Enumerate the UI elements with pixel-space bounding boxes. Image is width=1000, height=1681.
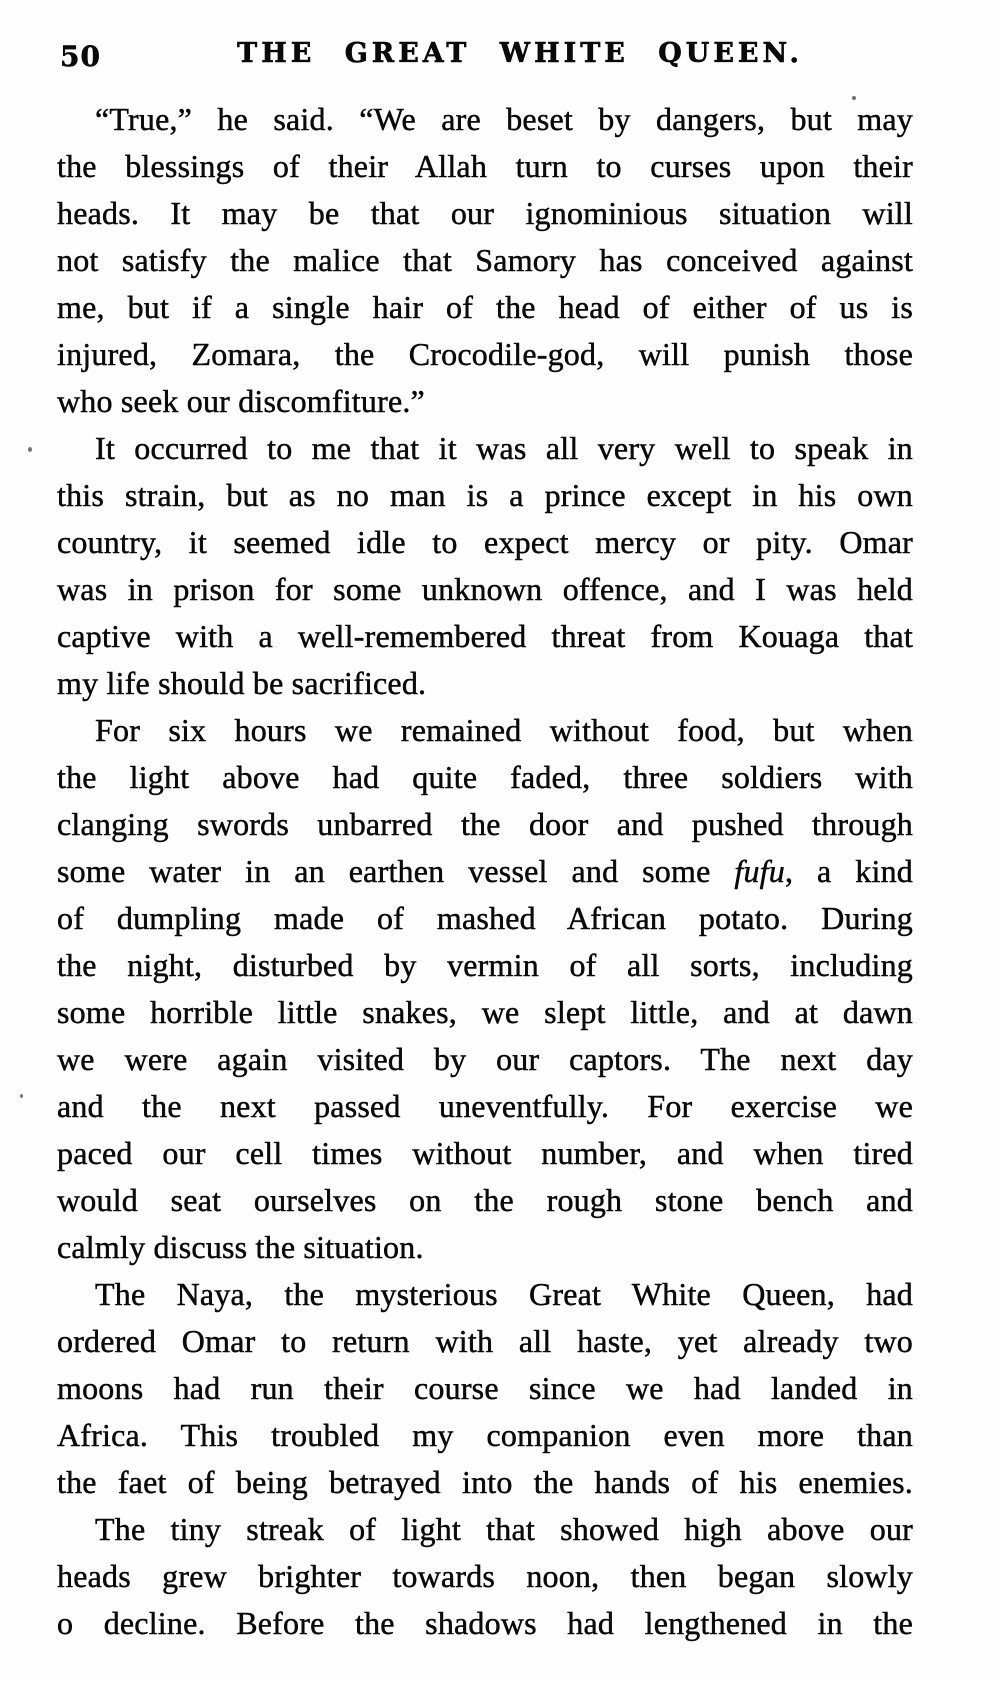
text-line: not satisfy the malice that Samory has conceived against (57, 242, 913, 278)
text-line: the blessings of their Allah turn to curses upon their (57, 148, 913, 184)
text-line: some horrible little snakes, we slept little, and at dawn (57, 994, 913, 1030)
text-line: me, but if a single hair of the head of either of us is (57, 289, 913, 325)
text-line: o decline. Before the shadows had lengthened in the (57, 1605, 913, 1641)
text-line: “True,” he said. “We are beset by dangers, but may (95, 101, 913, 137)
text-line: the light above had quite faded, three soldiers with (57, 759, 913, 795)
text-line: would seat ourselves on the rough stone bench and (57, 1182, 913, 1218)
text-line: country, it seemed idle to expect mercy or pity. Omar (57, 524, 913, 560)
text-line: of dumpling made of mashed African potato. During (57, 900, 913, 936)
text-line: some water in an earthen vessel and some fufu, a kind (57, 853, 913, 889)
text-line: calmly discuss the situation. (57, 1229, 424, 1265)
text-line: we were again visited by our captors. The next day (57, 1041, 913, 1077)
text-line: captive with a well-remembered threat from Kouaga that (57, 618, 913, 654)
text-line: paced our cell times without number, and when tired (57, 1135, 913, 1171)
scan-speck (852, 96, 856, 100)
text-line: was in prison for some unknown offence, and I was held (57, 571, 913, 607)
text-line: the night, disturbed by vermin of all sorts, including (57, 947, 913, 983)
text-line: Africa. This troubled my companion even more than (57, 1417, 913, 1453)
running-head (0, 36, 1000, 76)
text-line: moons had run their course since we had landed in (57, 1370, 913, 1406)
scan-speck (28, 447, 32, 452)
text-line: For six hours we remained without food, but when (95, 712, 913, 748)
text-line: clanging swords unbarred the door and pushed through (57, 806, 913, 842)
text-line: heads grew brighter towards noon, then began slowly (57, 1558, 913, 1594)
text-line: The tiny streak of light that showed high above our (95, 1511, 913, 1547)
page-number: 50 (60, 40, 101, 73)
scan-speck (20, 1094, 23, 1098)
text-line: who seek our discomfiture.” (57, 383, 425, 419)
text-line: this strain, but as no man is a prince except in his own (57, 477, 913, 513)
text-line: heads. It may be that our ignominious situation will (57, 195, 913, 231)
running-title: THE GREAT WHITE QUEEN. (237, 38, 803, 69)
text-line: my life should be sacrificed. (57, 665, 427, 701)
text-line: ordered Omar to return with all haste, yet already two (57, 1323, 913, 1359)
text-line: and the next passed uneventfully. For exercise we (57, 1088, 913, 1124)
text-line: The Naya, the mysterious Great White Queen, had (95, 1276, 913, 1312)
text-block (57, 96, 913, 1647)
text-line: injured, Zomara, the Crocodile-god, will punish those (57, 336, 913, 372)
text-line: the faet of being betrayed into the hands of his enemies. (57, 1464, 913, 1500)
text-line: It occurred to me that it was all very well to speak in (95, 430, 913, 466)
